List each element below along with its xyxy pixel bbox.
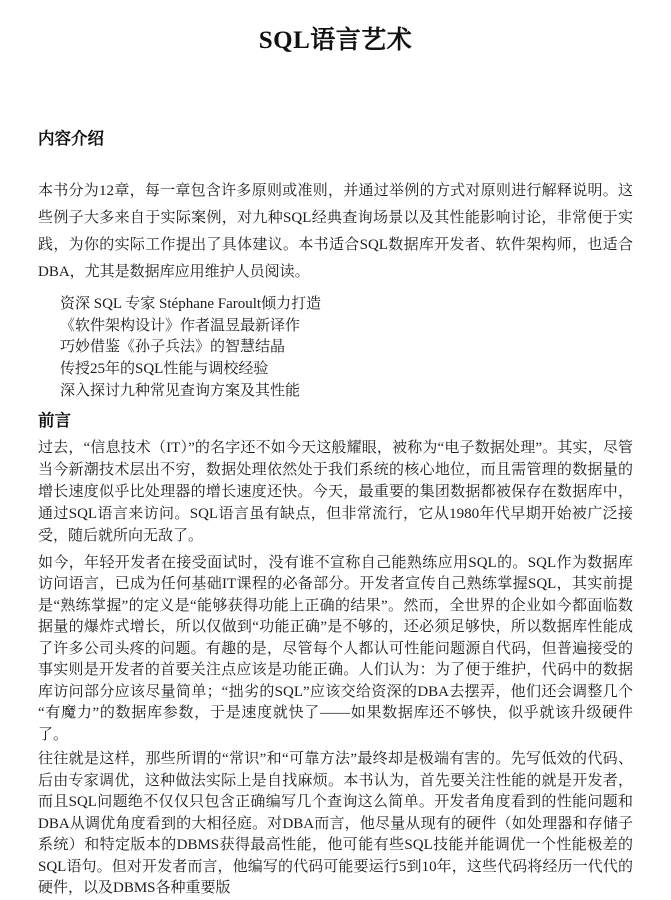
list-item: 巧妙借鉴《孙子兵法》的智慧结晶 bbox=[60, 339, 286, 356]
list-item: 传授25年的SQL性能与调校经验 bbox=[60, 361, 269, 378]
highlight-list bbox=[60, 294, 633, 403]
preface-section-heading: 前言 bbox=[38, 410, 71, 430]
list-item: 资深 SQL 专家 Stéphane Faroult倾力打造 bbox=[60, 296, 322, 312]
preface-paragraph-2: 如今，年轻开发者在接受面试时，没有谁不宣称自己能熟练应用SQL的。SQL作为数据库访问语言，已成为任何基础IT课程的必备部分。开发者宣传自己熟练掌握SQL，其实前提是“熟练掌握”的定义是“能够获得功能上正确的结果”。然而，全世界的企业如今都面临数据量的爆炸式增长，所以仅做到“功能正确”是不够的，还必须足够快，所以数据库性能成了许多公司头疼的问题。有趣的是，尽管每个人都认可性能问题源自代码，但普遍接受的事实则是开发者的首要关注点应该是功能正确。人们认为：为了便于维护，代码中的数据库访问部分应该尽量简单；“拙劣的SQL”应该交给资深的DBA去摆弄，他们还会调整几个“有魔力”的数据库参数，于是速度就快了——如果数据库还不够快，似乎就该升级硬件了。 bbox=[38, 554, 633, 743]
intro-section-heading: 内容介绍 bbox=[38, 129, 104, 148]
page-title: SQL语言艺术 bbox=[258, 27, 413, 54]
preface-paragraph-1: 过去，“信息技术（IT）”的名字还不如今天这般耀眼，被称为“电子数据处理”。其实，尽管当今新潮技术层出不穷，数据处理依然处于我们系统的核心地位，而且需管理的数据量的增长速度似乎比处理器的增长速度还快。今天，最重要的集团数据都被保存在数据库中，通过SQL语言来访问。SQL语言虽有缺点，但非常流行，它从1980年代早期开始被广泛接受，随后就所向无敌了。 bbox=[38, 439, 633, 544]
list-item: 深入探讨九种常见查询方案及其性能 bbox=[60, 382, 301, 399]
intro-paragraph: 本书分为12章，每一章包含许多原则或准则，并通过举例的方式对原则进行解释说明。这些例子大多来自于实际案例，对九种SQL经典查询场景以及其性能影响讨论，非常便于实践，为你的实际工作提出了具体建议。本书适合SQL数据库开发者、软件架构师，也适合DBA，尤其是数据库应用维护人员阅读。 bbox=[38, 183, 633, 280]
list-item: 《软件架构设计》作者温昱最新译作 bbox=[60, 317, 301, 334]
preface-paragraph-3: 往往就是这样，那些所谓的“常识”和“可靠方法”最终却是极端有害的。先写低效的代码、后由专家调优，这种做法实际上是自找麻烦。本书认为，首先要关注性能的就是开发者，而且SQL问题绝不仅仅只包含正确编写几个查询这么简单。开发者角度看到的性能问题和DBA从调优角度看到的大相径庭。对DBA而言，他尽量从现有的硬件（如处理器和存储子系统）和特定版本的DBMS获得最高性能，他可能有些SQL技能并能调优一个性能极差的SQL语句。但对开发者而言，他编写的代码可能要运行5到10年，这些代码将经历一代代的硬件，以及DBMS各种重要版 bbox=[38, 751, 633, 897]
